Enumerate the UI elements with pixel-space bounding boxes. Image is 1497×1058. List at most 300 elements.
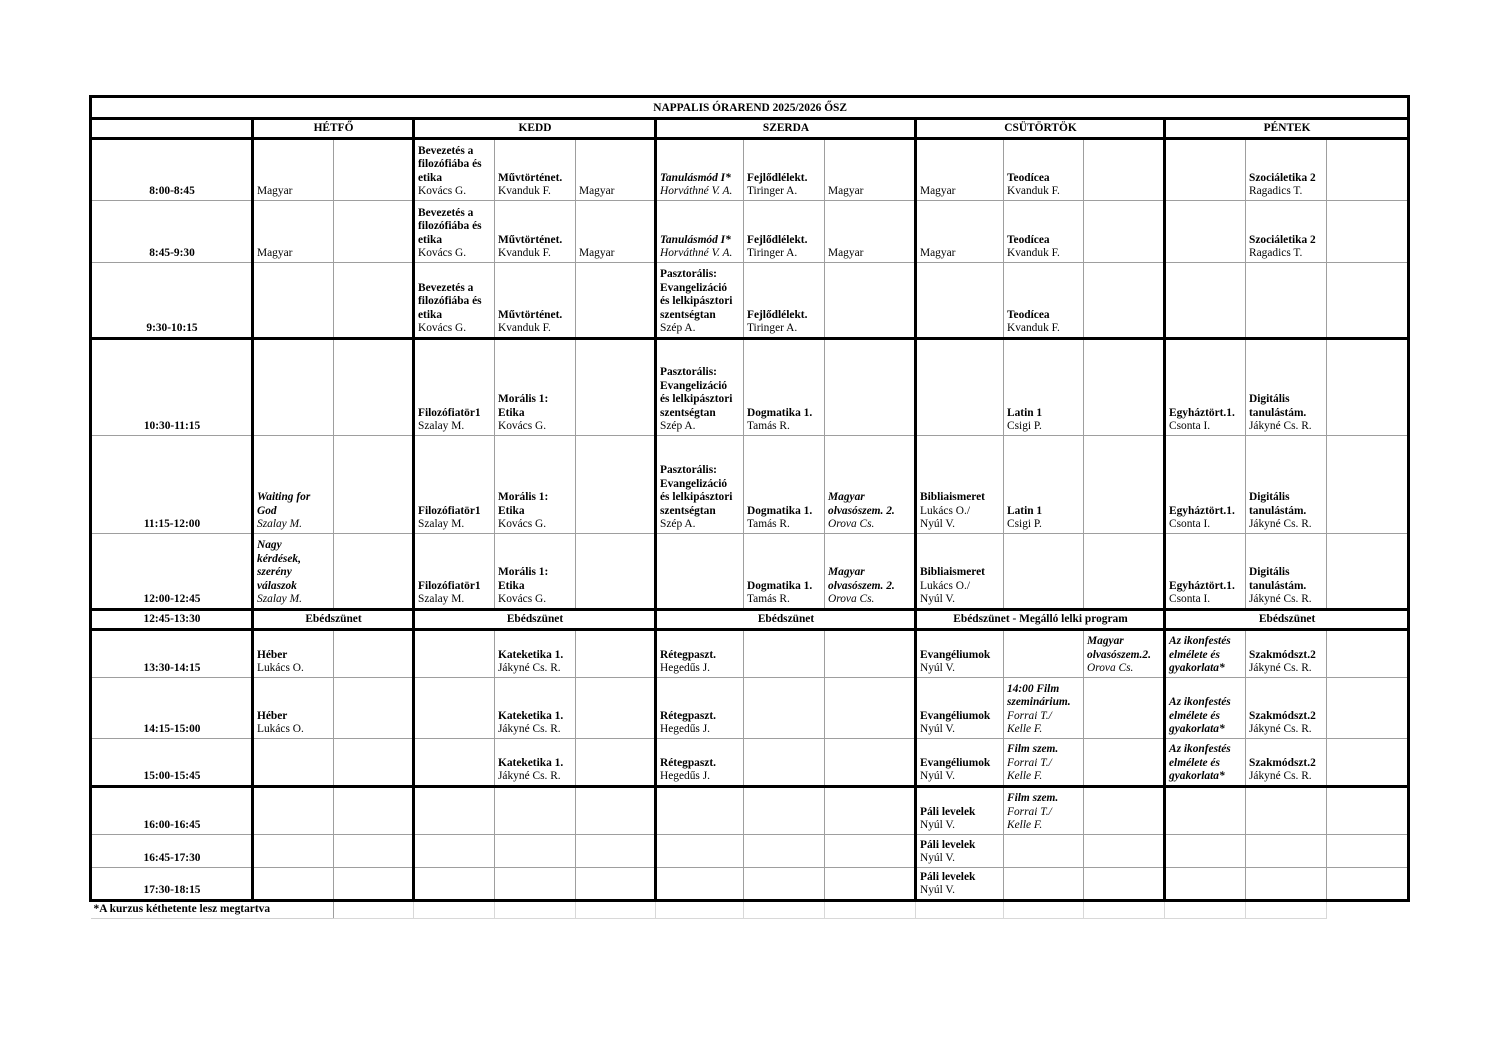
class-cell (334, 868, 414, 901)
cell-text: Ragadics T. (1249, 185, 1303, 198)
class-cell (414, 868, 495, 901)
class-cell (414, 739, 495, 787)
class-cell (334, 630, 414, 678)
cell-text: szerény (257, 566, 292, 579)
cell-text: Magyar (1087, 635, 1124, 648)
cell-text: Egyháztört.1. (1169, 504, 1235, 517)
class-cell (825, 139, 916, 201)
cell-text: Evangéliumok (920, 648, 991, 661)
cell-text: Páli levelek (920, 838, 976, 851)
cell-text: Evangéliumok (920, 756, 991, 769)
time-cell: 17:30-18:15 (91, 868, 253, 901)
class-cell (916, 139, 1004, 201)
class-cell (825, 787, 916, 835)
class-cell (1327, 835, 1409, 868)
cell-text: Magyar (828, 185, 864, 198)
class-cell (1165, 534, 1246, 610)
class-cell (1004, 201, 1084, 263)
cell-text: filozófiába és (418, 158, 482, 171)
class-cell (1327, 678, 1409, 739)
class-cell (1084, 678, 1165, 739)
class-cell (1327, 436, 1409, 534)
cell-text: Rétegpaszt. (660, 648, 716, 661)
cell-text: Fejlődlélekt. (747, 171, 808, 184)
class-cell (744, 201, 825, 263)
cell-text: Szép A. (660, 322, 696, 335)
class-cell (1165, 868, 1246, 901)
cell-text: és lelkipásztori (660, 295, 733, 308)
class-cell (1004, 835, 1084, 868)
cell-text: Jákyné Cs. R. (498, 770, 561, 783)
class-cell (1004, 868, 1084, 901)
cell-text: Forrai T./ (1007, 709, 1052, 722)
cell-text: Bevezetés a (418, 144, 474, 157)
day-header-pentek: PÉNTEK (1165, 119, 1409, 139)
class-cell (495, 835, 576, 868)
time-cell: 15:00-15:45 (91, 739, 253, 787)
table-row (91, 339, 1409, 436)
table-row (91, 678, 1409, 739)
cell-text: és lelkipásztori (660, 393, 733, 406)
time-cell: 12:45-13:30 (91, 610, 253, 630)
cell-text: Kateketika 1. (498, 709, 564, 722)
table-row (91, 534, 1409, 610)
cell-text: Jákyné Cs. R. (1249, 420, 1312, 433)
cell-text: gyakorlata* (1169, 770, 1225, 783)
cell-text: Szociáletika 2 (1249, 233, 1316, 246)
time-cell: 16:00-16:45 (91, 787, 253, 835)
cell-text: Fejlődlélekt. (747, 233, 808, 246)
cell-text: Forrai T./ (1007, 756, 1052, 769)
cell-text: Morális 1: (498, 491, 549, 504)
cell-text: Jákyné Cs. R. (498, 662, 561, 675)
class-cell (1246, 139, 1327, 201)
cell-text: olvasószem. 2. (828, 504, 895, 517)
cell-text: Magyar (828, 491, 865, 504)
class-cell (656, 787, 744, 835)
lunch-cell-csutortok: Ebédszünet - Megálló lelki program (916, 610, 1165, 630)
cell-text: Nyúl V. (920, 884, 956, 897)
class-cell (253, 534, 334, 610)
cell-text: filozófiába és (418, 220, 482, 233)
class-cell (1084, 835, 1165, 868)
cell-text: elmélete és (1169, 648, 1220, 661)
time-cell: 12:00-12:45 (91, 534, 253, 610)
cell-text: Az ikonfestés (1169, 743, 1231, 756)
cell-text: Kovács G. (418, 247, 467, 260)
table-row (91, 739, 1409, 787)
class-cell (1165, 436, 1246, 534)
class-cell (656, 678, 744, 739)
table-row (91, 201, 1409, 263)
class-cell (414, 835, 495, 868)
table-row (91, 139, 1409, 201)
day-header-csutortok: CSÜTÖRTÖK (916, 119, 1165, 139)
class-cell (253, 739, 334, 787)
class-cell (414, 339, 495, 436)
cell-text: Kvanduk F. (1007, 185, 1060, 198)
cell-text: Szalay M. (418, 420, 465, 433)
cell-text: Magyar (920, 185, 956, 198)
cell-text: etika (418, 171, 443, 184)
class-cell (576, 630, 656, 678)
class-cell (1165, 630, 1246, 678)
class-cell (1246, 630, 1327, 678)
class-cell (1165, 139, 1246, 201)
cell-text: Jákyné Cs. R. (1249, 723, 1312, 736)
class-cell (414, 787, 495, 835)
cell-text: Pasztorális: (660, 268, 717, 281)
class-cell (1084, 787, 1165, 835)
class-cell (656, 201, 744, 263)
cell-text: Horváthné V. A. (660, 185, 733, 198)
class-cell (334, 263, 414, 339)
class-cell (576, 868, 656, 901)
lunch-cell-pentek: Ebédszünet (1165, 610, 1409, 630)
cell-text: Tiringer A. (747, 247, 798, 260)
table-row (91, 787, 1409, 835)
cell-text: Rétegpaszt. (660, 756, 716, 769)
cell-text: Nyúl V. (920, 723, 956, 736)
class-cell (495, 436, 576, 534)
class-cell (916, 868, 1004, 901)
cell-text: Orova Cs. (828, 593, 875, 606)
class-cell (576, 678, 656, 739)
class-cell (825, 678, 916, 739)
cell-text: Lukács O./ (920, 579, 970, 592)
class-cell (576, 339, 656, 436)
cell-text: Forrai T./ (1007, 805, 1052, 818)
class-cell (334, 201, 414, 263)
cell-text: Magyar (828, 566, 865, 579)
cell-text: Szalay M. (418, 518, 465, 531)
class-cell (1165, 201, 1246, 263)
cell-text: Szép A. (660, 518, 696, 531)
class-cell (916, 263, 1004, 339)
time-cell: 8:00-8:45 (91, 139, 253, 201)
cell-text: God (257, 504, 277, 517)
class-cell (1084, 436, 1165, 534)
cell-text: Kvanduk F. (498, 185, 551, 198)
cell-text: Digitális (1249, 491, 1290, 504)
cell-text: Kateketika 1. (498, 648, 564, 661)
cell-text: Bibliaismeret (920, 566, 985, 579)
class-cell (656, 436, 744, 534)
cell-text: Latin 1 (1007, 504, 1043, 517)
cell-text: Művtörténet. (498, 171, 563, 184)
cell-text: Hegedűs J. (660, 662, 710, 675)
cell-text: Nagy (257, 539, 282, 552)
class-cell (253, 201, 334, 263)
cell-text: Csonta I. (1169, 518, 1211, 531)
class-cell (1004, 739, 1084, 787)
cell-text: kérdések, (257, 552, 301, 565)
cell-text: Evangelizáció (660, 477, 728, 490)
cell-text: Lukács O. (257, 723, 304, 736)
cell-text: Digitális (1249, 566, 1290, 579)
cell-text: szentségtan (660, 406, 716, 419)
class-cell (414, 201, 495, 263)
cell-text: Teodícea (1007, 171, 1050, 184)
class-cell (1004, 339, 1084, 436)
time-header-empty (91, 119, 253, 139)
class-cell (334, 534, 414, 610)
cell-text: Páli levelek (920, 805, 976, 818)
class-cell (334, 436, 414, 534)
cell-text: Filozófiatör1 (418, 504, 481, 517)
cell-text: Dogmatika 1. (747, 579, 813, 592)
cell-text: Kvanduk F. (498, 322, 551, 335)
cell-text: Kateketika 1. (498, 756, 564, 769)
cell-text: Tamás R. (747, 518, 790, 531)
cell-text: Etika (498, 579, 525, 592)
page-title: NAPPALIS ÓRAREND 2025/2026 ŐSZ (91, 97, 1409, 119)
class-cell (1246, 201, 1327, 263)
cell-text: elmélete és (1169, 756, 1220, 769)
cell-text: szentségtan (660, 504, 716, 517)
cell-text: Film szem. (1007, 743, 1059, 756)
class-cell (656, 263, 744, 339)
class-cell (744, 835, 825, 868)
class-cell (414, 630, 495, 678)
cell-text: Jákyné Cs. R. (1249, 593, 1312, 606)
class-cell (656, 868, 744, 901)
cell-text: Jákyné Cs. R. (1249, 770, 1312, 783)
cell-text: Csigi P. (1007, 518, 1042, 531)
class-cell (1327, 739, 1409, 787)
cell-text: Egyháztört.1. (1169, 406, 1235, 419)
cell-text: Nyúl V. (920, 593, 956, 606)
cell-text: Tiringer A. (747, 185, 798, 198)
cell-text: Etika (498, 504, 525, 517)
class-cell (414, 678, 495, 739)
cell-text: Jákyné Cs. R. (1249, 518, 1312, 531)
cell-text: Lukács O./ (920, 504, 970, 517)
cell-text: Dogmatika 1. (747, 504, 813, 517)
cell-text: Fejlődlélekt. (747, 308, 808, 321)
class-cell (916, 534, 1004, 610)
class-cell (1246, 436, 1327, 534)
cell-text: Filozófiatör1 (418, 579, 481, 592)
cell-text: Evangelizáció (660, 379, 728, 392)
class-cell (825, 630, 916, 678)
class-cell (1246, 339, 1327, 436)
class-cell (916, 835, 1004, 868)
class-cell (744, 630, 825, 678)
class-cell (1004, 678, 1084, 739)
cell-text: elmélete és (1169, 709, 1220, 722)
cell-text: Szakmódszt.2 (1249, 648, 1316, 661)
class-cell (1004, 263, 1084, 339)
cell-text: olvasószem. 2. (828, 579, 895, 592)
day-header-kedd: KEDD (414, 119, 656, 139)
class-cell (1084, 868, 1165, 901)
class-cell (495, 739, 576, 787)
class-cell (495, 534, 576, 610)
time-cell: 13:30-14:15 (91, 630, 253, 678)
cell-text: Bevezetés a (418, 206, 474, 219)
class-cell (1327, 787, 1409, 835)
day-header-szerda: SZERDA (656, 119, 916, 139)
cell-text: Jákyné Cs. R. (1249, 662, 1312, 675)
cell-text: Nyúl V. (920, 819, 956, 832)
cell-text: Rétegpaszt. (660, 709, 716, 722)
class-cell (1165, 835, 1246, 868)
class-cell (1084, 534, 1165, 610)
class-cell (334, 339, 414, 436)
class-cell (495, 787, 576, 835)
class-cell (495, 139, 576, 201)
class-cell (495, 263, 576, 339)
cell-text: filozófiába és (418, 295, 482, 308)
class-cell (744, 263, 825, 339)
class-cell (1165, 678, 1246, 739)
class-cell (825, 436, 916, 534)
class-cell (576, 534, 656, 610)
class-cell (334, 678, 414, 739)
class-cell (495, 339, 576, 436)
class-cell (1084, 263, 1165, 339)
cell-text: Digitális (1249, 393, 1290, 406)
class-cell (576, 201, 656, 263)
time-cell: 16:45-17:30 (91, 835, 253, 868)
class-cell (744, 868, 825, 901)
cell-text: Művtörténet. (498, 233, 563, 246)
cell-text: Magyar (257, 247, 293, 260)
time-cell: 14:15-15:00 (91, 678, 253, 739)
class-cell (744, 139, 825, 201)
cell-text: Kovács G. (498, 420, 547, 433)
cell-text: Waiting for (257, 491, 311, 504)
class-cell (1327, 868, 1409, 901)
cell-text: Szép A. (660, 420, 696, 433)
class-cell (1084, 630, 1165, 678)
cell-text: Tanulásmód I* (660, 233, 731, 246)
class-cell (253, 436, 334, 534)
class-cell (825, 868, 916, 901)
class-cell (825, 534, 916, 610)
class-cell (1004, 436, 1084, 534)
cell-text: Az ikonfestés (1169, 635, 1231, 648)
cell-text: Hegedűs J. (660, 770, 710, 783)
class-cell (825, 201, 916, 263)
cell-text: Orova Cs. (1087, 662, 1134, 675)
title-row (91, 97, 1409, 119)
class-cell (916, 201, 1004, 263)
class-cell (1004, 139, 1084, 201)
lunch-row (91, 610, 1409, 630)
cell-text: Páli levelek (920, 870, 976, 883)
cell-text: gyakorlata* (1169, 662, 1225, 675)
class-cell (253, 835, 334, 868)
class-cell (576, 139, 656, 201)
cell-text: válaszok (257, 579, 297, 592)
table-row (91, 436, 1409, 534)
cell-text: Evangéliumok (920, 709, 991, 722)
class-cell (1327, 339, 1409, 436)
class-cell (825, 339, 916, 436)
time-cell: 10:30-11:15 (91, 339, 253, 436)
class-cell (334, 835, 414, 868)
class-cell (744, 534, 825, 610)
class-cell (916, 436, 1004, 534)
class-cell (916, 339, 1004, 436)
cell-text: Bevezetés a (418, 281, 474, 294)
cell-text: Latin 1 (1007, 406, 1043, 419)
cell-text: Szalay M. (257, 518, 302, 531)
cell-text: etika (418, 308, 443, 321)
class-cell (1165, 339, 1246, 436)
cell-text: Szalay M. (257, 593, 302, 606)
footnote: *A kurzus kéthetente lesz megtartva (91, 901, 334, 919)
cell-text: Kovács G. (418, 322, 467, 335)
cell-text: Tamás R. (747, 593, 790, 606)
class-cell (1246, 678, 1327, 739)
class-cell (253, 263, 334, 339)
class-cell (1004, 534, 1084, 610)
cell-text: Kelle F. (1007, 770, 1043, 783)
cell-text: Orova Cs. (828, 518, 875, 531)
cell-text: Szociáletika 2 (1249, 171, 1316, 184)
cell-text: Magyar (828, 247, 864, 260)
cell-text: tanulástám. (1249, 579, 1307, 592)
cell-text: Ragadics T. (1249, 247, 1303, 260)
class-cell (253, 787, 334, 835)
time-cell: 8:45-9:30 (91, 201, 253, 263)
cell-text: Magyar (920, 247, 956, 260)
class-cell (656, 739, 744, 787)
cell-text: Hegedűs J. (660, 723, 710, 736)
class-cell (1084, 339, 1165, 436)
time-cell: 11:15-12:00 (91, 436, 253, 534)
cell-text: Tamás R. (747, 420, 790, 433)
cell-text: Csonta I. (1169, 420, 1211, 433)
class-cell (1327, 534, 1409, 610)
class-cell (744, 678, 825, 739)
cell-text: Jákyné Cs. R. (498, 723, 561, 736)
class-cell (1165, 787, 1246, 835)
cell-text: Egyháztört.1. (1169, 579, 1235, 592)
cell-text: etika (418, 233, 443, 246)
cell-text: Kovács G. (498, 593, 547, 606)
timetable (89, 95, 1410, 919)
class-cell (656, 139, 744, 201)
cell-text: tanulástám. (1249, 406, 1307, 419)
cell-text: Nyúl V. (920, 852, 956, 865)
class-cell (414, 436, 495, 534)
class-cell (1084, 739, 1165, 787)
cell-text: Csonta I. (1169, 593, 1211, 606)
cell-text: gyakorlata* (1169, 723, 1225, 736)
class-cell (334, 139, 414, 201)
class-cell (916, 678, 1004, 739)
cell-text: Tiringer A. (747, 322, 798, 335)
cell-text: 14:00 Film (1007, 682, 1060, 695)
cell-text: Kelle F. (1007, 723, 1043, 736)
class-cell (825, 835, 916, 868)
class-cell (253, 678, 334, 739)
cell-text: Morális 1: (498, 393, 549, 406)
class-cell (253, 868, 334, 901)
class-cell (744, 739, 825, 787)
class-cell (825, 263, 916, 339)
class-cell (1004, 787, 1084, 835)
cell-text: Etika (498, 406, 525, 419)
cell-text: Film szem. (1007, 792, 1059, 805)
class-cell (916, 787, 1004, 835)
cell-text: Teodícea (1007, 233, 1050, 246)
class-cell (576, 436, 656, 534)
